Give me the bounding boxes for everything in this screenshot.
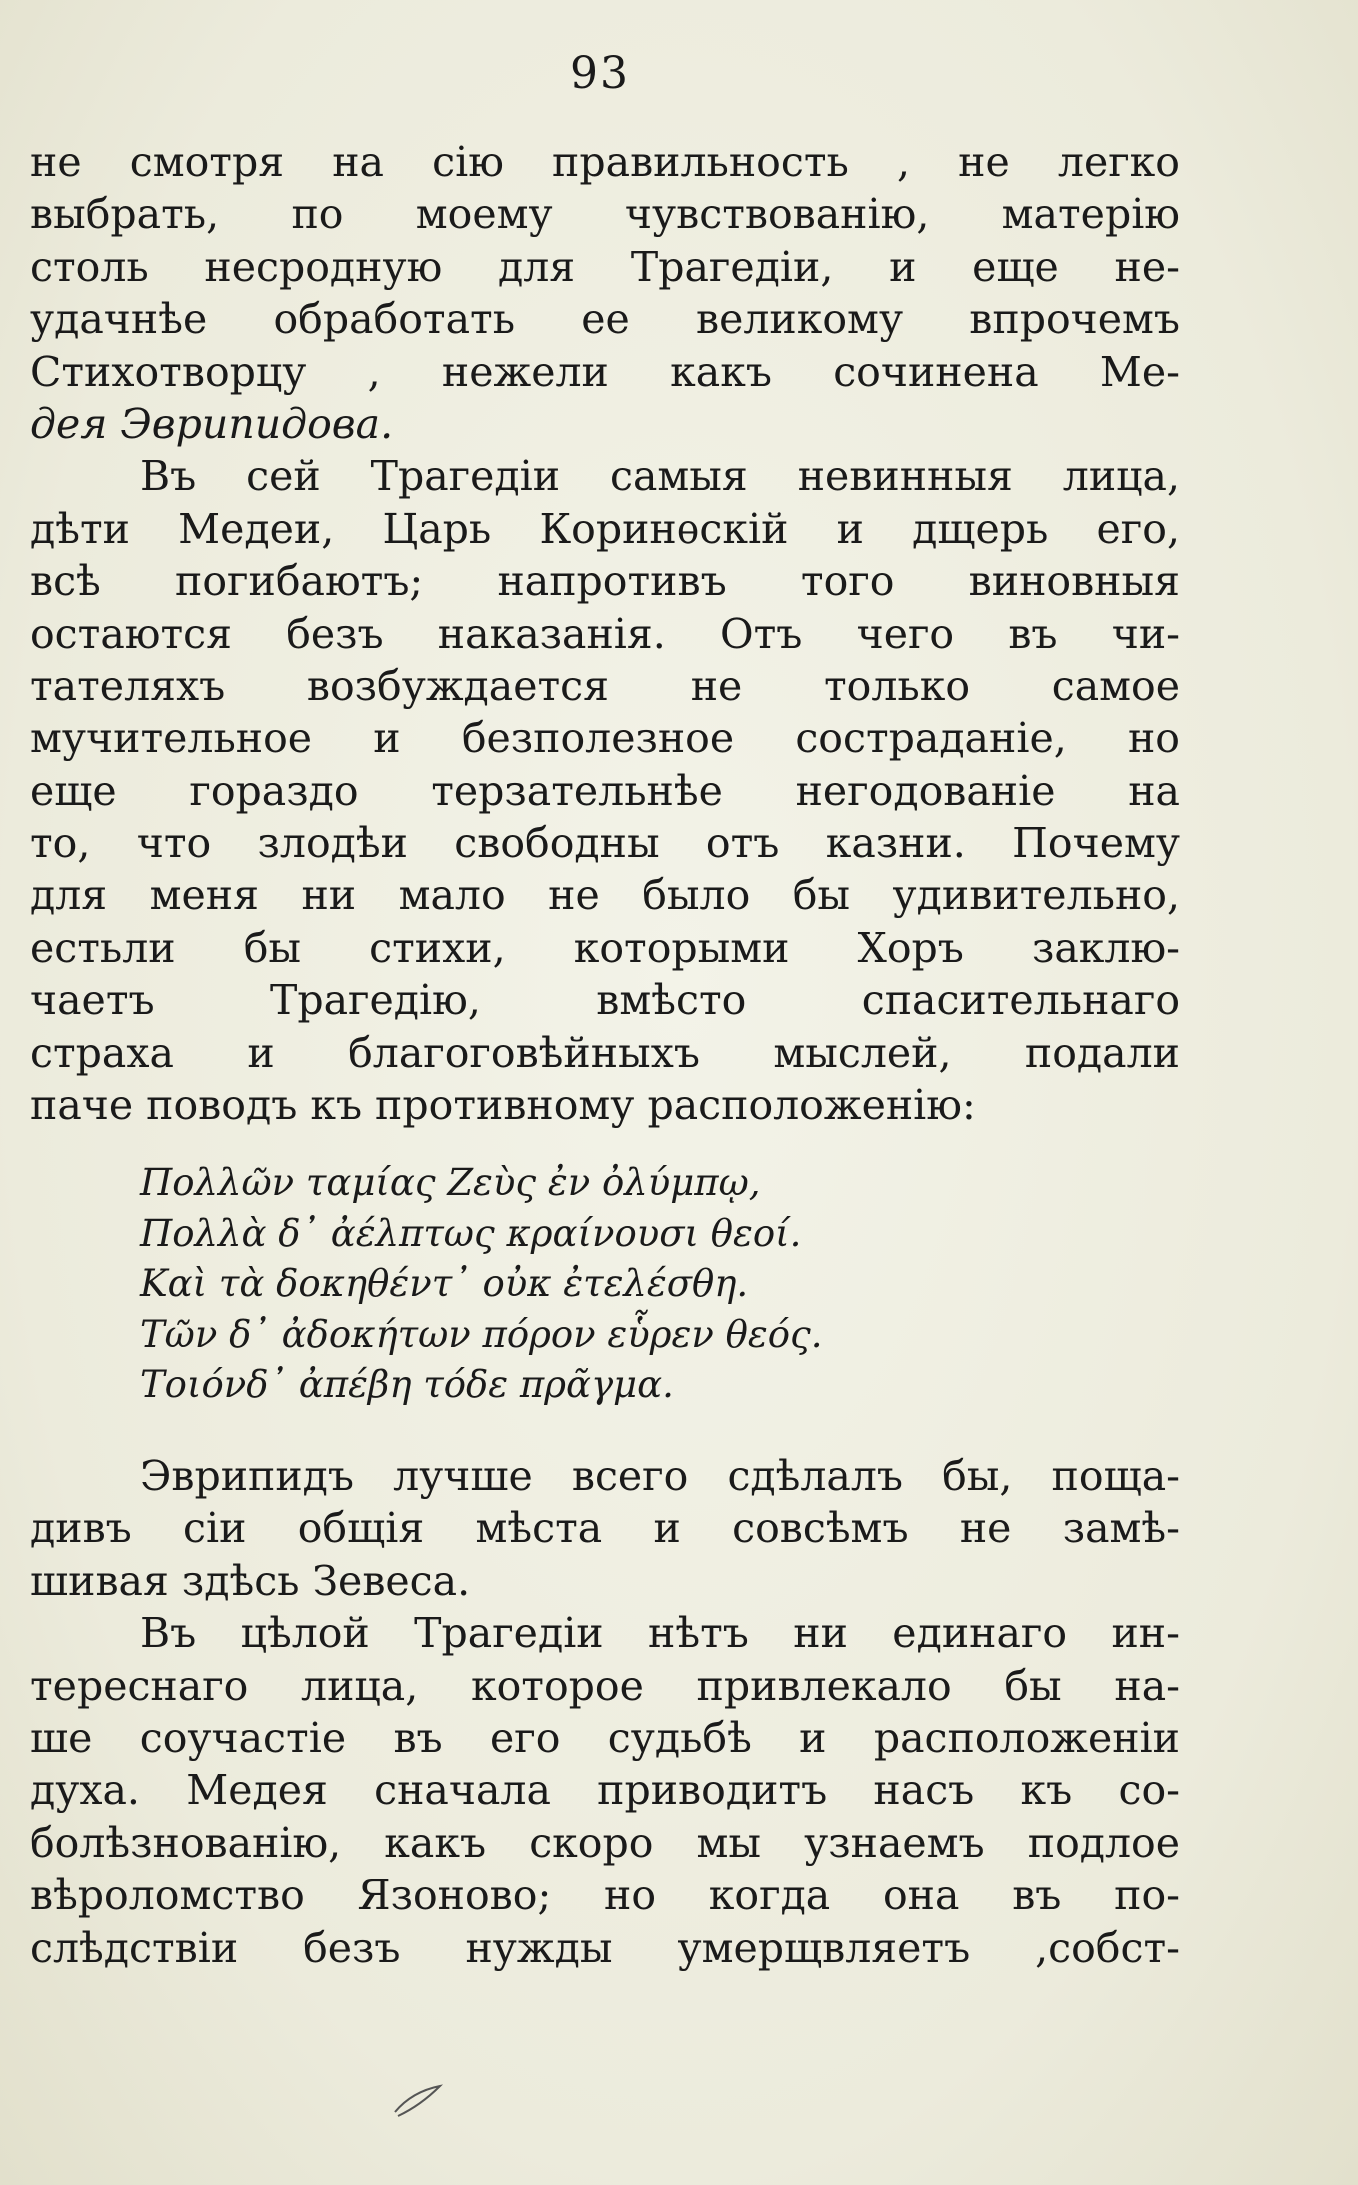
text-line: чаетъ Трагедію, вмѣсто спасительнаго: [30, 976, 1180, 1025]
text-line: всѣ погибаютъ; напротивъ того виновныя: [30, 557, 1180, 606]
text-line: естьли бы стихи, которыми Хоръ заклю-: [30, 923, 1180, 972]
text-line: болѣзнованію, какъ скоро мы узнаемъ подлое: [30, 1818, 1180, 1867]
text-line: тереснаго лица, которое привлекало бы на-: [30, 1661, 1180, 1710]
main-text-lower: [30, 1450, 1180, 1974]
text-line: Въ сей Трагедіи самыя невинныя лица,: [140, 452, 1180, 501]
text-line: духа. Медея сначала приводитъ насъ къ со-: [30, 1766, 1180, 1815]
text-line: ше соучастіе въ его судьбѣ и расположеніи: [30, 1713, 1180, 1762]
verse-line: Τοιόνδ᾽ ἀπέβη τόδε πρᾶγμα.: [140, 1363, 674, 1407]
text-line: выбрать, по моему чувствованію, матерію: [30, 190, 1180, 239]
page-number: 93: [570, 48, 630, 99]
text-line: страха и благоговѣйныхъ мыслей, подали: [30, 1028, 1180, 1077]
text-line: дея Эврипидова.: [30, 399, 394, 448]
text-line: мучительное и безполезное состраданіе, но: [30, 714, 1180, 763]
text-line: для меня ни мало не было бы удивительно,: [30, 871, 1180, 920]
text-line: паче поводъ къ противному расположенію:: [30, 1081, 976, 1130]
text-line: дивъ сіи общія мѣста и совсѣмъ не замѣ-: [30, 1504, 1180, 1553]
pencil-mark: [390, 2080, 450, 2120]
text-line: не смотря на сію правильность , не легко: [30, 138, 1180, 186]
text-line: вѣроломство Язоново; но когда она въ по-: [30, 1871, 1180, 1920]
text-line: столь несродную для Трагедіи, и еще не-: [30, 242, 1180, 291]
text-line: Стихотворцу , нежели какъ сочинена Ме-: [30, 347, 1180, 396]
verse-line: Πολλῶν ταμίας Ζεὺς ἐν ὀλύμπῳ,: [140, 1161, 761, 1204]
text-line: дѣти Медеи, Царь Коринѳскій и дщерь его,: [30, 504, 1180, 553]
text-line: удачнѣе обработать ее великому впрочемъ: [30, 295, 1180, 344]
text-line: шивая здѣсь Зевеса.: [30, 1556, 471, 1605]
main-text-upper: [30, 136, 1180, 1131]
text-line: Эврипидъ лучше всего сдѣлалъ бы, поща-: [140, 1452, 1180, 1500]
text-line: то, что злодѣи свободны отъ казни. Почему: [30, 819, 1180, 868]
greek-verse: [140, 1158, 1040, 1411]
text-line: еще гораздо терзательнѣе негодованіе на: [30, 766, 1180, 815]
text-line: Въ цѣлой Трагедіи нѣтъ ни единаго ин-: [140, 1609, 1180, 1658]
text-line: остаются безъ наказанія. Отъ чего въ чи-: [30, 609, 1180, 658]
text-line: слѣдствіи безъ нужды умерщвляетъ ,собст-: [30, 1923, 1180, 1972]
verse-line: Καὶ τὰ δοκηθέντ᾽ οὐκ ἐτελέσθη.: [140, 1262, 749, 1306]
verse-line: Τῶν δ᾽ ἀδοκήτων πόρον εὗρεν θεός.: [140, 1312, 823, 1356]
text-line: тателяхъ возбуждается не только самое: [30, 661, 1180, 710]
verse-line: Πολλὰ δ᾽ ἀέλπτως κραίνουσι θεοί.: [140, 1211, 802, 1255]
